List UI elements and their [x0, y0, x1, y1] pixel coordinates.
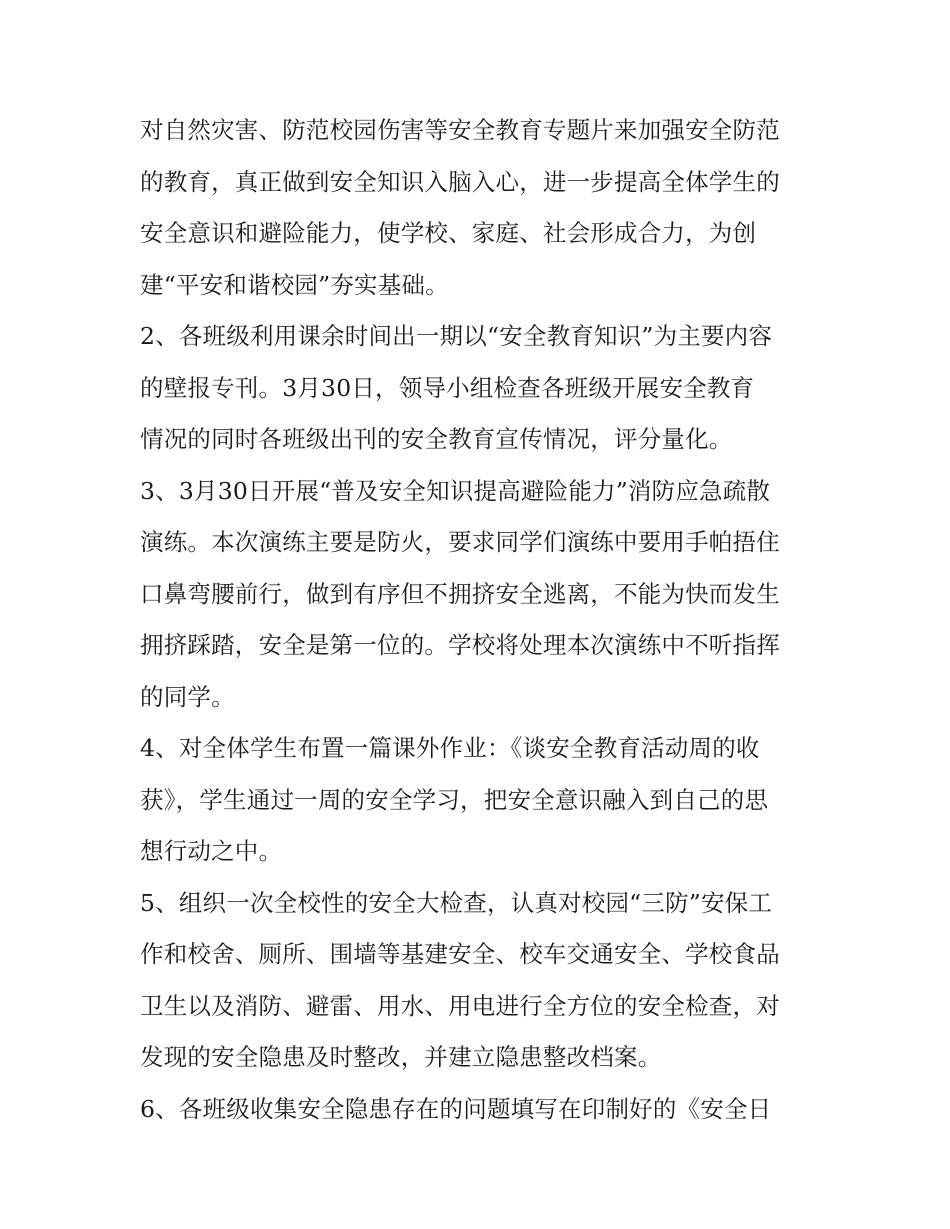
text-line: 的同学。: [140, 682, 235, 711]
text-line: 拥挤踩踏，安全是第一位的。学校将处理本次演练中不听指挥: [140, 631, 780, 659]
text-line: 3、3月30日开展“普及安全知识提高避险能力”消防应急疏散: [140, 476, 771, 505]
text-line: 口鼻弯腰前行，做到有序但不拥挤安全逃离，不能为快而发生: [140, 579, 780, 608]
text-line: 作和校舍、厕所、围墙等基建安全、校车交通安全、学校食品: [140, 940, 780, 968]
text-line: 5、组织一次全校性的安全大检查，认真对校园“三防”安保工: [140, 888, 773, 917]
text-line: 6、各班级收集安全隐患存在的问题填写在印制好的《安全日: [140, 1094, 772, 1123]
text-line: 建“平安和谐校园”夯实基础。: [140, 270, 449, 299]
text-line: 4、对全体学生布置一篇课外作业：《谈安全教育活动周的收: [140, 734, 760, 762]
text-line: 卫生以及消防、避雷、用水、用电进行全方位的安全检查，对: [140, 991, 780, 1020]
text-line: 2、各班级利用课余时间出一期以“安全教育知识”为主要内容: [140, 322, 773, 350]
text-line: 对自然灾害、防范校园伤害等安全教育专题片来加强安全防范: [140, 116, 780, 144]
document-body: [140, 105, 816, 1135]
text-line: 获》，学生通过一周的安全学习，把安全意识融入到自己的思: [140, 785, 769, 814]
text-line: 想行动之中。: [140, 837, 283, 865]
text-line: 的壁报专刊。3月30日，领导小组检查各班级开展安全教育: [140, 373, 755, 402]
text-line: 发现的安全隐患及时整改，并建立隐患整改档案。: [140, 1043, 662, 1071]
text-line: 的教育，真正做到安全知识入脑入心，进一步提高全体学生的: [140, 167, 780, 196]
text-line: 情况的同时各班级出刊的安全教育宣传情况，评分量化。: [140, 425, 733, 453]
text-line: 演练。本次演练主要是防火，要求同学们演练中要用手帕捂住: [140, 528, 780, 556]
text-line: 安全意识和避险能力，使学校、家庭、社会形成合力，为创: [140, 219, 757, 247]
